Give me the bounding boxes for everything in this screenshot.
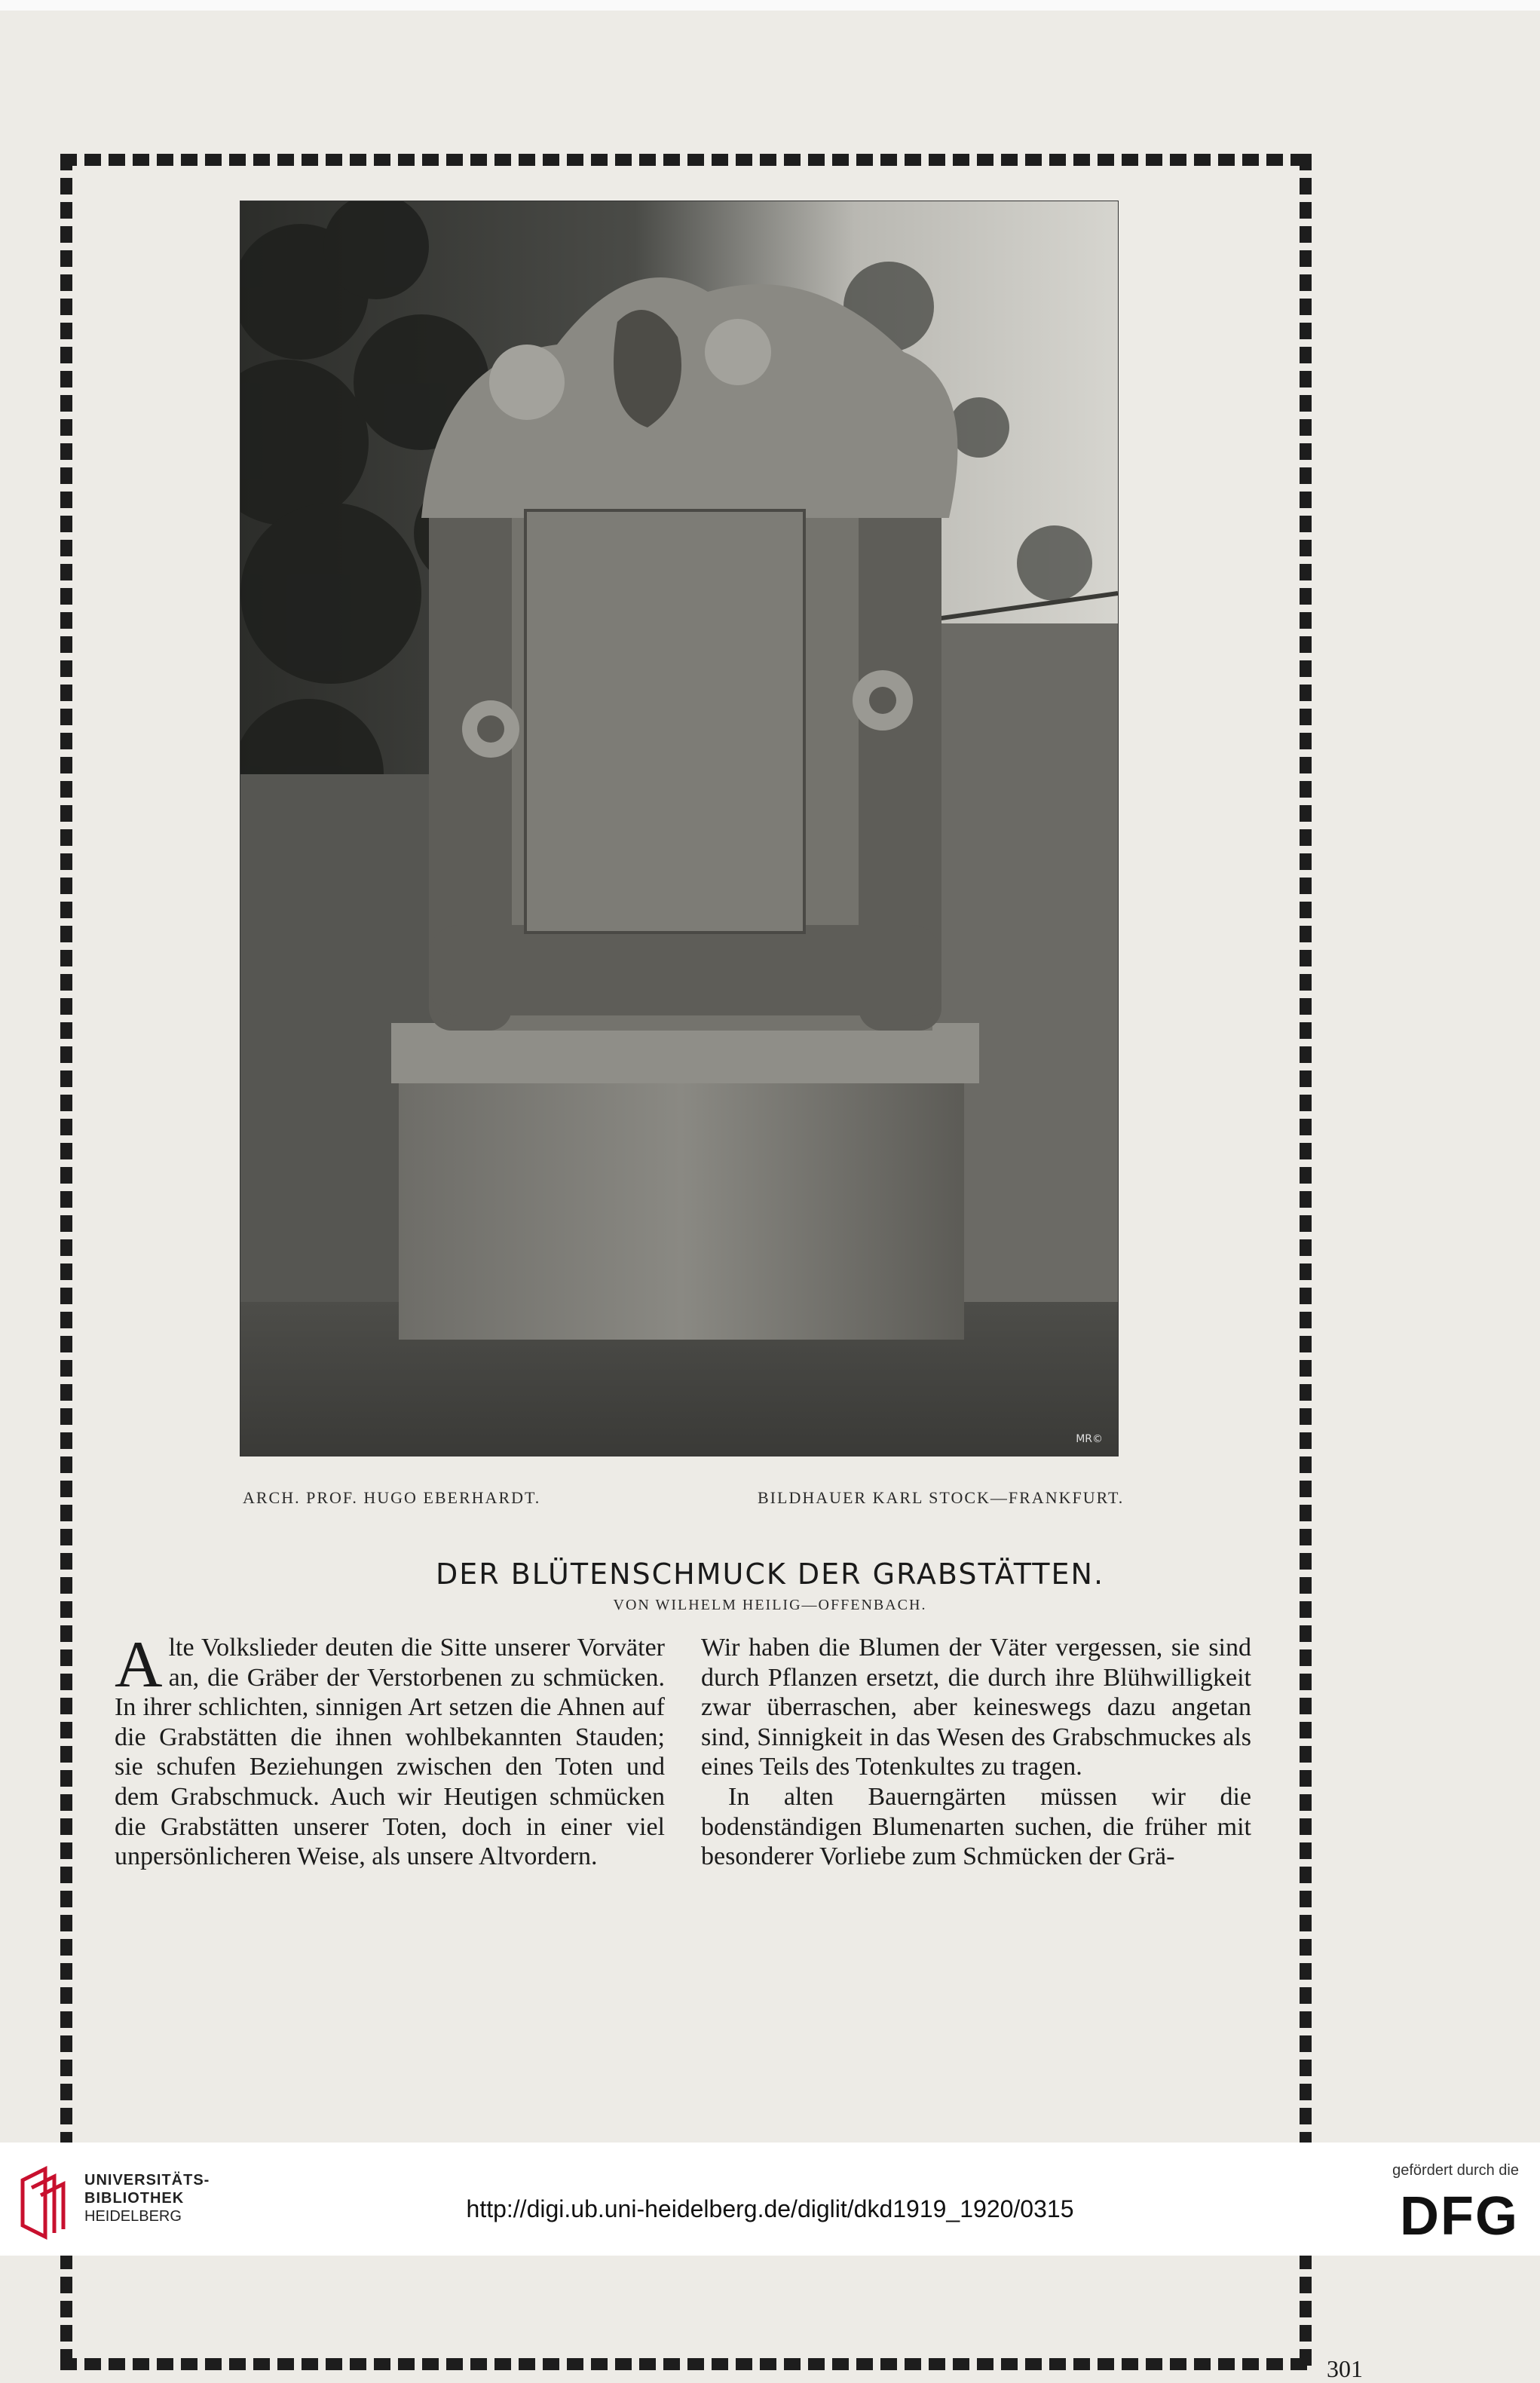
permalink[interactable]: http://digi.ub.uni-heidelberg.de/diglit/dkd1919_1920/0315 [466, 2195, 1074, 2222]
text-column-right [701, 1633, 1251, 1872]
library-name: UNIVERSITÄTS- BIBLIOTHEK HEIDELBERG [84, 2172, 210, 2225]
sculptor-credit: BILDHAUER KARL STOCK—FRANKFURT. [758, 1488, 1125, 1507]
page-number: 301 [1327, 2355, 1363, 2382]
page-edge [0, 0, 1540, 11]
dropcap-letter: A [115, 1628, 163, 1701]
architect-credit: ARCH. PROF. HUGO EBERHARDT. [243, 1488, 541, 1507]
dfg-logo: DFG [1400, 2186, 1519, 2247]
footer-bar [0, 2143, 1540, 2256]
photo-monogram: MR© [1076, 1433, 1103, 1445]
paragraph: In alten Bauerngärten müssen wir die bodenständigen Blumenarten suchen, die früher mit besonderer Vorliebe zum Schmücken der Grä- [701, 1782, 1251, 1871]
article-byline: VON WILHELM HEILIG—OFFENBACH. [613, 1597, 927, 1613]
sponsor-label: gefördert durch die [1392, 2162, 1519, 2179]
gravestone-photo [240, 201, 1119, 1456]
paragraph: lte Volkslieder deuten die Sitte unserer Vorväter an, die Gräber der Verstorbenen zu schmücken. In ihrer schlichten, sinnigen Art setzen die Ahnen auf die Grabstätten die ihnen wohlbekannten Stauden; sie schufen Beziehungen zwischen den Toten und dem Grabschmuck. Auch wir Heutigen schmücken die Grabstätten unserer Toten, doch in einer viel unpersönlicheren Weise, als unsere Altvordern. [115, 1634, 665, 1871]
paragraph: Wir haben die Blumen der Väter vergessen, sie sind durch Pflanzen ersetzt, die durch ihre Blühwilligkeit zwar überraschen, aber keineswegs dazu angetan sind, Sinnigkeit in das Wesen des Grabschmuckes als eines Teils des Totenkultes zu tragen. [701, 1634, 1251, 1781]
text-column-left [115, 1628, 665, 1872]
article-title: DER BLÜTENSCHMUCK DER GRABSTÄTTEN. [435, 1558, 1105, 1591]
